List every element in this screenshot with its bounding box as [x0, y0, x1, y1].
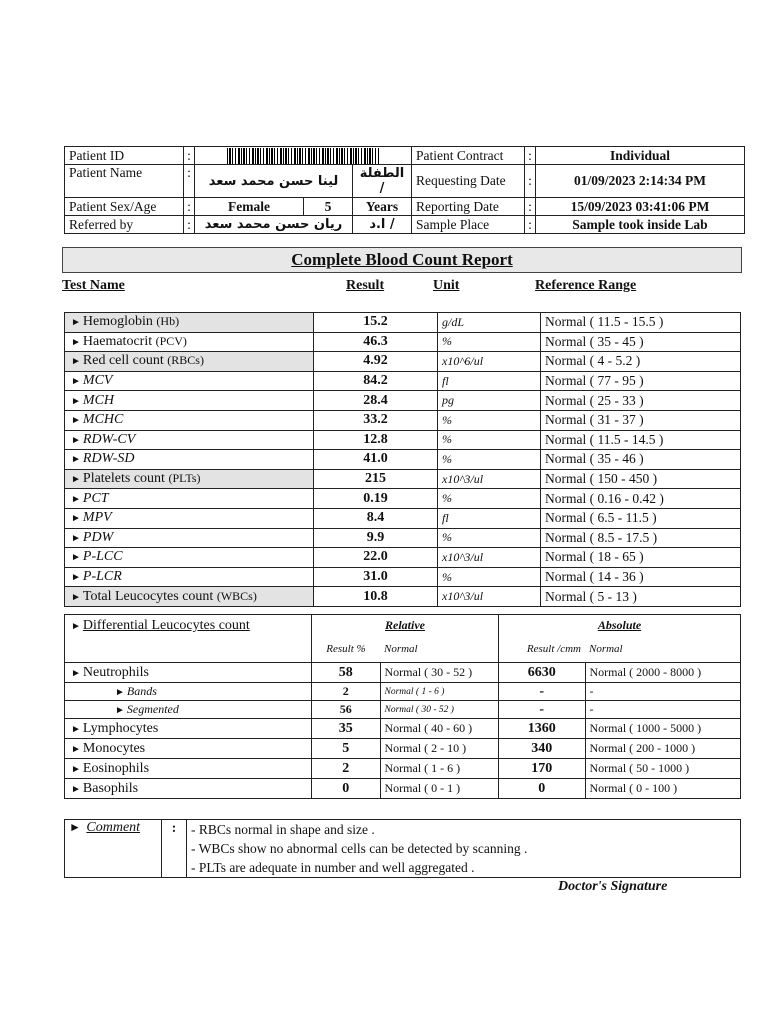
- test-unit: x10^3/ul: [438, 469, 541, 489]
- test-row: [65, 332, 741, 352]
- cell-abs-ref: -: [585, 701, 741, 719]
- test-unit: x10^6/ul: [438, 352, 541, 372]
- test-name: ► MCV: [65, 371, 314, 391]
- comment-text: [187, 820, 741, 878]
- sample-place-value: Sample took inside Lab: [536, 216, 745, 234]
- comment-line: - PLTs are adequate in number and well aggregated .: [191, 860, 475, 875]
- test-reference: Normal ( 11.5 - 14.5 ): [541, 430, 741, 450]
- cell-name: ► Bands: [65, 683, 312, 701]
- test-result: 84.2: [314, 371, 438, 391]
- cell-abs: 340: [499, 739, 586, 759]
- test-result: 46.3: [314, 332, 438, 352]
- cell-pct: 2: [312, 683, 381, 701]
- patient-age-unit: Years: [353, 198, 412, 216]
- test-name: ► MCH: [65, 391, 314, 411]
- test-result: 10.8: [314, 587, 438, 607]
- test-reference: Normal ( 14 - 36 ): [541, 567, 741, 587]
- test-name: ► PDW: [65, 528, 314, 548]
- test-result: 12.8: [314, 430, 438, 450]
- test-unit: %: [438, 332, 541, 352]
- test-result: 41.0: [314, 450, 438, 470]
- cell-name: ► Monocytes: [65, 739, 312, 759]
- patient-sex: Female: [195, 198, 304, 216]
- report-title: Complete Blood Count Report: [62, 247, 742, 273]
- test-row: [65, 469, 741, 489]
- test-unit: pg: [438, 391, 541, 411]
- test-row: [65, 548, 741, 568]
- test-reference: Normal ( 8.5 - 17.5 ): [541, 528, 741, 548]
- cell-pct: 2: [312, 759, 381, 779]
- test-reference: Normal ( 35 - 45 ): [541, 332, 741, 352]
- differential-row: [65, 739, 741, 759]
- cell-abs: -: [499, 683, 586, 701]
- comment-label: ► Comment: [65, 820, 162, 878]
- test-name: ► RDW-SD: [65, 450, 314, 470]
- referred-by-value: ريان حسن محمد سعد: [195, 216, 353, 234]
- test-result: 33.2: [314, 410, 438, 430]
- test-row: [65, 410, 741, 430]
- cell-pct-ref: Normal ( 1 - 6 ): [380, 759, 499, 779]
- test-name: ► Red cell count (RBCs): [65, 352, 314, 372]
- normal-header-abs: Normal: [585, 635, 741, 663]
- absolute-header: Absolute: [499, 615, 741, 636]
- test-unit: %: [438, 430, 541, 450]
- test-row: [65, 587, 741, 607]
- test-name: ► Haematocrit (PCV): [65, 332, 314, 352]
- test-reference: Normal ( 5 - 13 ): [541, 587, 741, 607]
- test-unit: fl: [438, 371, 541, 391]
- col-test-name: Test Name: [62, 278, 125, 293]
- cell-abs: 1360: [499, 719, 586, 739]
- cell-abs-ref: Normal ( 0 - 100 ): [585, 779, 741, 799]
- requesting-date-label: Requesting Date: [412, 165, 525, 198]
- test-name: ► RDW-CV: [65, 430, 314, 450]
- differential-title: ► Differential Leucocytes count: [65, 615, 312, 663]
- reporting-date-label: Reporting Date: [412, 198, 525, 216]
- doctor-signature-label: Doctor's Signature: [558, 879, 668, 894]
- cell-pct-ref: Normal ( 0 - 1 ): [380, 779, 499, 799]
- test-unit: g/dL: [438, 313, 541, 333]
- comment-box: ► Comment : - RBCs normal in shape and size . - WBCs show no abnormal cells can be detected by scanning . - PLTs are adequate in number and well aggregated .: [64, 819, 741, 878]
- test-reference: Normal ( 150 - 450 ): [541, 469, 741, 489]
- cell-pct: 0: [312, 779, 381, 799]
- test-reference: Normal ( 35 - 46 ): [541, 450, 741, 470]
- cell-pct: 5: [312, 739, 381, 759]
- test-reference: Normal ( 25 - 33 ): [541, 391, 741, 411]
- test-row: [65, 528, 741, 548]
- cell-abs-ref: Normal ( 1000 - 5000 ): [585, 719, 741, 739]
- cell-abs: -: [499, 701, 586, 719]
- test-reference: Normal ( 4 - 5.2 ): [541, 352, 741, 372]
- differential-table: [64, 614, 741, 799]
- cell-name: ► Eosinophils: [65, 759, 312, 779]
- test-reference: Normal ( 31 - 37 ): [541, 410, 741, 430]
- test-unit: %: [438, 528, 541, 548]
- cell-abs-ref: Normal ( 2000 - 8000 ): [585, 663, 741, 683]
- test-name: ► Hemoglobin (Hb): [65, 313, 314, 333]
- test-result: 4.92: [314, 352, 438, 372]
- test-unit: x10^3/ul: [438, 587, 541, 607]
- test-unit: %: [438, 410, 541, 430]
- cell-pct: 35: [312, 719, 381, 739]
- test-reference: Normal ( 77 - 95 ): [541, 371, 741, 391]
- col-unit: Unit: [433, 278, 460, 293]
- cell-abs-ref: -: [585, 683, 741, 701]
- test-name: ► Total Leucocytes count (WBCs): [65, 587, 314, 607]
- result-pct-header: Result %: [312, 635, 381, 663]
- test-reference: Normal ( 0.16 - 0.42 ): [541, 489, 741, 509]
- patient-id-label: Patient ID: [65, 147, 184, 165]
- test-row: [65, 430, 741, 450]
- comment-line: - RBCs normal in shape and size .: [191, 822, 375, 837]
- test-row: [65, 489, 741, 509]
- sample-place-label: Sample Place: [412, 216, 525, 234]
- reporting-date-value: 15/09/2023 03:41:06 PM: [536, 198, 745, 216]
- patient-name-label: Patient Name: [65, 165, 184, 198]
- requesting-date-value: 01/09/2023 2:14:34 PM: [536, 165, 745, 198]
- differential-row: [65, 663, 741, 683]
- cell-name: ► Neutrophils: [65, 663, 312, 683]
- test-unit: fl: [438, 508, 541, 528]
- test-name: ► P-LCR: [65, 567, 314, 587]
- test-unit: %: [438, 450, 541, 470]
- test-row: [65, 313, 741, 333]
- cell-abs-ref: Normal ( 50 - 1000 ): [585, 759, 741, 779]
- test-reference: Normal ( 18 - 65 ): [541, 548, 741, 568]
- test-row: [65, 508, 741, 528]
- differential-row: [65, 779, 741, 799]
- test-row: [65, 371, 741, 391]
- test-unit: x10^3/ul: [438, 548, 541, 568]
- patient-age: 5: [304, 198, 353, 216]
- cell-pct-ref: Normal ( 1 - 6 ): [380, 683, 499, 701]
- cell-pct-ref: Normal ( 30 - 52 ): [380, 663, 499, 683]
- referred-by-label: Referred by: [65, 216, 184, 234]
- test-result: 15.2: [314, 313, 438, 333]
- cell-abs: 170: [499, 759, 586, 779]
- differential-row: [65, 759, 741, 779]
- test-result: 0.19: [314, 489, 438, 509]
- cbc-results-table: [64, 312, 741, 607]
- cell-name: ► Segmented: [65, 701, 312, 719]
- test-name: ► PCT: [65, 489, 314, 509]
- test-name: ► MCHC: [65, 410, 314, 430]
- cell-pct: 56: [312, 701, 381, 719]
- cell-abs: 0: [499, 779, 586, 799]
- test-reference: Normal ( 11.5 - 15.5 ): [541, 313, 741, 333]
- cell-name: ► Basophils: [65, 779, 312, 799]
- differential-row: [65, 719, 741, 739]
- test-unit: %: [438, 489, 541, 509]
- cell-abs: 6630: [499, 663, 586, 683]
- contract-label: Patient Contract: [412, 147, 525, 165]
- patient-name-prefix: الطفلة /: [353, 165, 412, 198]
- patient-info-table: Patient ID : Patient Contract : Individual Patient Name : لينا حسن محمد سعد الطفلة / Requesting Date : 01/09/2023 2:14:34 PM Patient Sex/Age : Female 5 Years Reporting Date : 15/09/2023 03:41:06 PM Referred by : ريان حسن محمد سعد ا.د / Sample Place : Sample took inside Lab: [64, 146, 745, 234]
- test-result: 22.0: [314, 548, 438, 568]
- referred-by-prefix: ا.د /: [353, 216, 412, 234]
- test-unit: %: [438, 567, 541, 587]
- result-cmm-header: Result /cmm: [499, 635, 586, 663]
- relative-header: Relative: [312, 615, 499, 636]
- cell-pct-ref: Normal ( 40 - 60 ): [380, 719, 499, 739]
- cell-pct-ref: Normal ( 30 - 52 ): [380, 701, 499, 719]
- normal-header-rel: Normal: [380, 635, 499, 663]
- test-row: [65, 450, 741, 470]
- cell-pct-ref: Normal ( 2 - 10 ): [380, 739, 499, 759]
- test-result: 31.0: [314, 567, 438, 587]
- patient-id-barcode: [227, 148, 379, 164]
- comment-line: - WBCs show no abnormal cells can be detected by scanning .: [191, 841, 528, 856]
- test-row: [65, 352, 741, 372]
- test-name: ► Platelets count (PLTs): [65, 469, 314, 489]
- col-reference-range: Reference Range: [535, 278, 637, 293]
- test-row: [65, 391, 741, 411]
- test-result: 215: [314, 469, 438, 489]
- contract-value: Individual: [536, 147, 745, 165]
- test-name: ► P-LCC: [65, 548, 314, 568]
- col-result: Result: [346, 278, 385, 293]
- test-row: [65, 567, 741, 587]
- test-result: 8.4: [314, 508, 438, 528]
- test-result: 28.4: [314, 391, 438, 411]
- test-name: ► MPV: [65, 508, 314, 528]
- test-result: 9.9: [314, 528, 438, 548]
- cell-name: ► Lymphocytes: [65, 719, 312, 739]
- differential-row: [65, 701, 741, 719]
- test-reference: Normal ( 6.5 - 11.5 ): [541, 508, 741, 528]
- patient-name-value: لينا حسن محمد سعد: [195, 165, 353, 198]
- differential-row: [65, 683, 741, 701]
- sex-age-label: Patient Sex/Age: [65, 198, 184, 216]
- cell-pct: 58: [312, 663, 381, 683]
- cell-abs-ref: Normal ( 200 - 1000 ): [585, 739, 741, 759]
